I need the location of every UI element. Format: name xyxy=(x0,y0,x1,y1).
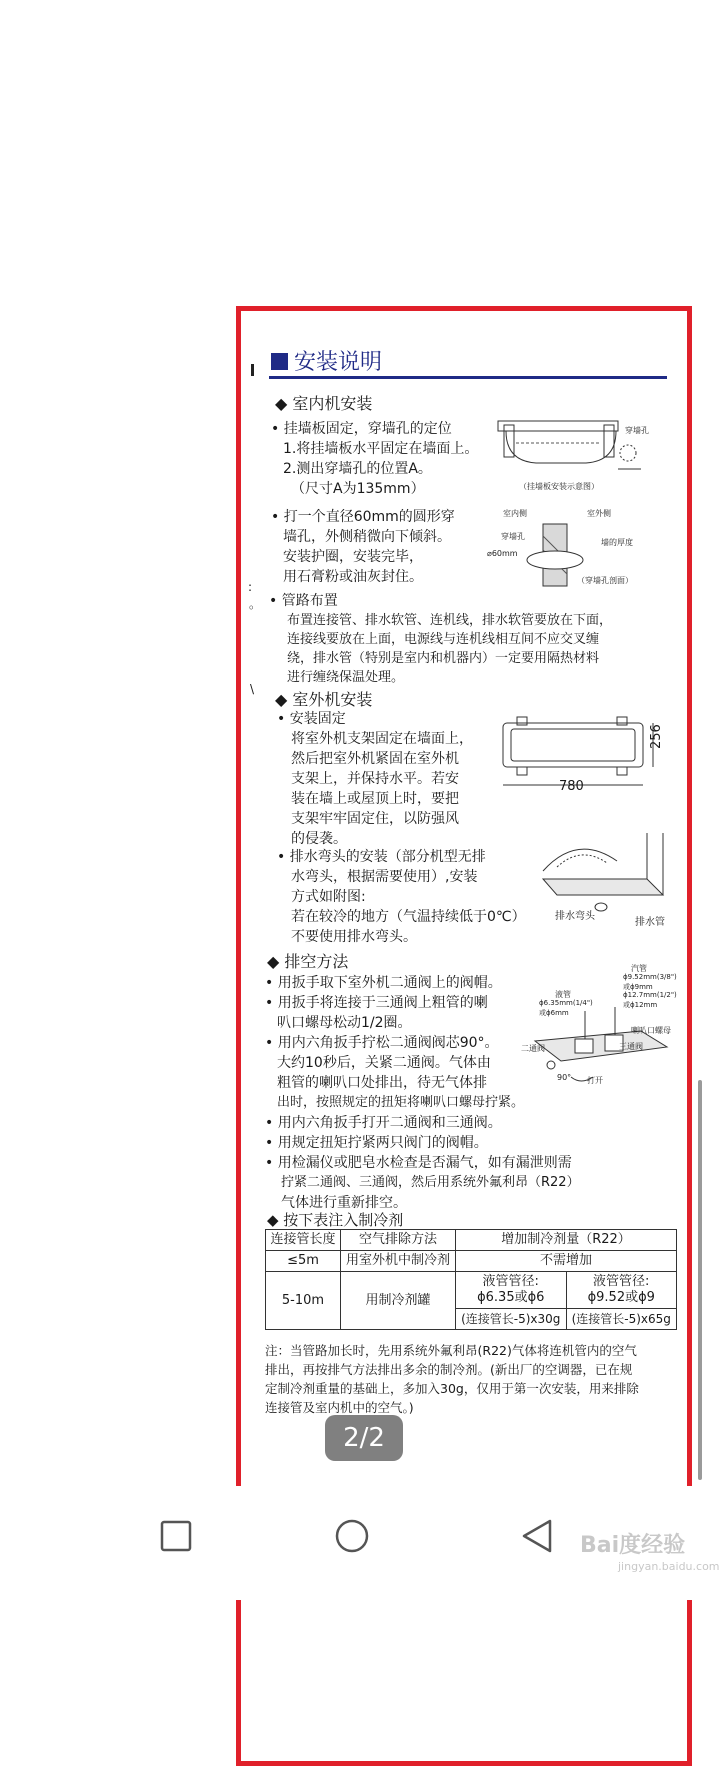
purge-b3-l4: 出时，按照规定的扭矩将喇叭口螺母拧紧。 xyxy=(277,1095,525,1110)
note-l4: 连接管及室内机中的空气。) xyxy=(265,1400,414,1415)
watermark: Bai度经验 xyxy=(580,1533,686,1558)
indoor-step1: 1.将挂墙板水平固定在墙面上。 xyxy=(283,441,479,457)
fig-90-label: 90° xyxy=(557,1073,572,1082)
elbow-label: 排水弯头 xyxy=(555,911,595,922)
scrollbar[interactable] xyxy=(698,1080,702,1480)
fig2-wall-label: 墙的厚度 xyxy=(601,538,633,547)
liquid-a-size: ɸ6.35或ɸ6 xyxy=(477,1290,545,1305)
table-row xyxy=(266,1272,677,1309)
outdoor-sub2-l5: 不要使用排水弯头。 xyxy=(291,929,417,945)
liquid-a-label: 液管管径: xyxy=(482,1274,539,1289)
square-icon xyxy=(146,1506,206,1566)
table-cell: 用制冷剂罐 xyxy=(341,1272,456,1330)
outdoor-sub2-l1: • 排水弯头的安装（部分机型无排 xyxy=(277,849,486,865)
recents-button[interactable] xyxy=(146,1506,206,1566)
piping-l3: 绕，排水管（特别是室内和机器内）一定要用隔热材料 xyxy=(287,651,600,666)
fig2-indoor-label: 室内侧 xyxy=(503,509,527,518)
outdoor-p6: 的侵袭。 xyxy=(291,831,347,847)
circle-icon xyxy=(322,1506,382,1566)
title-square-icon xyxy=(271,353,288,370)
indoor-bullet1: • 挂墙板固定，穿墙孔的定位 xyxy=(271,421,452,437)
fig-gas-spec4: 或ɸ12mm xyxy=(623,1001,658,1009)
fig-open-label: 打开 xyxy=(587,1076,603,1085)
side-mark-line xyxy=(251,364,254,376)
fig2-hole-label: 穿墙孔 xyxy=(501,532,525,541)
bracket-width: 780 xyxy=(559,779,584,794)
outdoor-p4: 装在墙上或屋顶上时，要把 xyxy=(291,791,459,807)
table-row xyxy=(266,1251,677,1272)
purge-b3-l3: 粗管的喇叭口处排出，待无气体排 xyxy=(277,1075,487,1091)
outdoor-p2: 然后把室外机紧固在室外机 xyxy=(291,751,459,767)
table-row xyxy=(266,1230,677,1251)
home-button[interactable] xyxy=(322,1506,382,1566)
page-indicator: 2/2 xyxy=(325,1415,403,1461)
fig2-outdoor-label: 室外侧 xyxy=(587,509,611,518)
outdoor-p1: 将室外机支架固定在墙面上， xyxy=(291,731,473,747)
purge-b3-l2: 大约10秒后，关紧二通阀。气体由 xyxy=(277,1055,491,1071)
indoor-heading: ◆ 室内机安装 xyxy=(275,394,373,413)
wall-plate-figure xyxy=(496,411,666,491)
purge-heading: ◆ 排空方法 xyxy=(267,952,349,971)
note-l2: 排出，再按排气方法排出多余的制冷剂。(新出厂的空调器，已在规 xyxy=(265,1362,633,1377)
outdoor-sub1: • 安装固定 xyxy=(277,711,346,727)
outdoor-sub2-l4: 若在较冷的地方（气温持续低于0℃） xyxy=(291,909,526,925)
indoor-bullet2-l1: • 打一个直径60mm的圆形穿 xyxy=(271,509,455,525)
refrigerant-table xyxy=(265,1229,677,1330)
fig-2way-label: 二通阀 xyxy=(521,1044,545,1053)
note-l1: 注：当管路加长时，先用系统外氟利昂(R22)气体将连机管内的空气 xyxy=(265,1343,637,1358)
outdoor-p5: 支架牢牢固定住，以防强风 xyxy=(291,811,459,827)
indoor-bullet2-l3: 安装护圈，安装完毕， xyxy=(283,549,423,565)
table-cell: 不需增加 xyxy=(456,1251,677,1272)
liquid-b-label: 液管管径: xyxy=(593,1274,650,1289)
purge-b4: • 用内六角扳手打开二通阀和三通阀。 xyxy=(265,1115,502,1131)
table-cell: ≤5m xyxy=(266,1251,341,1272)
bracket-height: 256 xyxy=(649,724,664,749)
table-header-amount: 增加制冷剂量（R22） xyxy=(456,1230,677,1251)
fig-gas-spec3: ɸ12.7mm(1/2") xyxy=(623,991,677,999)
fig1-hole-label: 穿墙孔 xyxy=(625,426,649,435)
drain-pipe-label: 排水管 xyxy=(635,917,665,928)
table-cell: (连接管长-5)x30g xyxy=(456,1309,567,1330)
liquid-b-size: ɸ9.52或ɸ9 xyxy=(587,1290,655,1305)
side-mark-3: \ xyxy=(250,682,255,696)
indoor-bullet2-l4: 用石膏粉或油灰封住。 xyxy=(283,569,423,585)
fig1-caption: （挂墙板安装示意图） xyxy=(519,482,599,491)
outdoor-sub2-l3: 方式如附图: xyxy=(291,889,366,905)
table-cell xyxy=(456,1272,567,1309)
fig-liq-spec2: 或ɸ6mm xyxy=(539,1009,569,1017)
fig2-caption: （穿墙孔剖面） xyxy=(577,576,633,585)
fig-liq-label: 液管 xyxy=(555,990,571,999)
title-underline xyxy=(269,376,667,379)
table-header-length: 连接管长度 xyxy=(266,1230,341,1251)
indoor-bullet2-l2: 墙孔，外侧稍微向下倾斜。 xyxy=(283,529,451,545)
purge-b3-l1: • 用内六角扳手拧松二通阀阀芯90°。 xyxy=(265,1035,499,1051)
table-cell: 5-10m xyxy=(266,1272,341,1330)
back-button[interactable] xyxy=(508,1506,568,1566)
triangle-back-icon xyxy=(508,1506,568,1566)
purge-b2-l2: 叭口螺母松动1/2圈。 xyxy=(277,1015,412,1031)
fig-flare-label: 喇叭口螺母 xyxy=(631,1026,671,1035)
purge-b5: • 用规定扭矩拧紧两只阀门的阀帽。 xyxy=(265,1135,488,1151)
charge-heading: ◆ 按下表注入制冷剂 xyxy=(267,1211,404,1229)
purge-b6-l3: 气体进行重新排空。 xyxy=(281,1195,407,1211)
table-cell: (连接管长-5)x65g xyxy=(566,1309,677,1330)
fig-gas-spec1: ɸ9.52mm(3/8") xyxy=(623,973,677,981)
outdoor-heading: ◆ 室外机安装 xyxy=(275,690,373,709)
piping-l4: 进行缠绕保温处理。 xyxy=(287,670,405,685)
purge-b6-l1: • 用检漏仪或肥皂水检查是否漏气，如有漏泄则需 xyxy=(265,1155,572,1171)
table-header-method: 空气排除方法 xyxy=(341,1230,456,1251)
outdoor-sub2-l2: 水弯头，根据需要使用）,安装 xyxy=(291,869,478,885)
fig-3way-label: 三通阀 xyxy=(619,1042,643,1051)
indoor-step2: 2.测出穿墙孔的位置A。 xyxy=(283,461,432,477)
purge-b6-l2: 拧紧二通阀、三通阀，然后用系统外氟利昂（R22） xyxy=(281,1175,580,1190)
note-l3: 定制冷剂重量的基础上，多加入30g，仅用于第一次安装，用来排除 xyxy=(265,1381,639,1396)
piping-heading: • 管路布置 xyxy=(269,593,338,609)
fig2-diameter-label: ⌀60mm xyxy=(487,549,518,558)
watermark-sub: jingyan.baidu.com xyxy=(618,1560,720,1573)
piping-l2: 连接线要放在上面，电源线与连机线相互间不应交叉缠 xyxy=(287,632,600,647)
table-cell xyxy=(566,1272,677,1309)
fig-gas-label: 汽管 xyxy=(631,964,647,973)
side-mark-1: : xyxy=(248,580,253,594)
drain-elbow-figure xyxy=(537,823,677,913)
purge-b1: • 用扳手取下室外机二通阀上的阀帽。 xyxy=(265,975,502,991)
purge-b2-l1: • 用扳手将连接于三通阀上粗管的喇 xyxy=(265,995,488,1011)
fig-gas-spec2: 或ɸ9mm xyxy=(623,983,653,991)
fig-liq-spec1: ɸ6.35mm(1/4") xyxy=(539,999,593,1007)
doc-title: 安装说明 xyxy=(271,345,382,376)
table-cell: 用室外机中制冷剂 xyxy=(341,1251,456,1272)
outdoor-p3: 支架上，并保持水平。若安 xyxy=(291,771,459,787)
piping-l1: 布置连接管、排水软管、连机线，排水软管要放在下面， xyxy=(287,613,613,628)
side-mark-2: 。 xyxy=(249,597,262,611)
indoor-step3: （尺寸A为135mm） xyxy=(291,481,425,497)
